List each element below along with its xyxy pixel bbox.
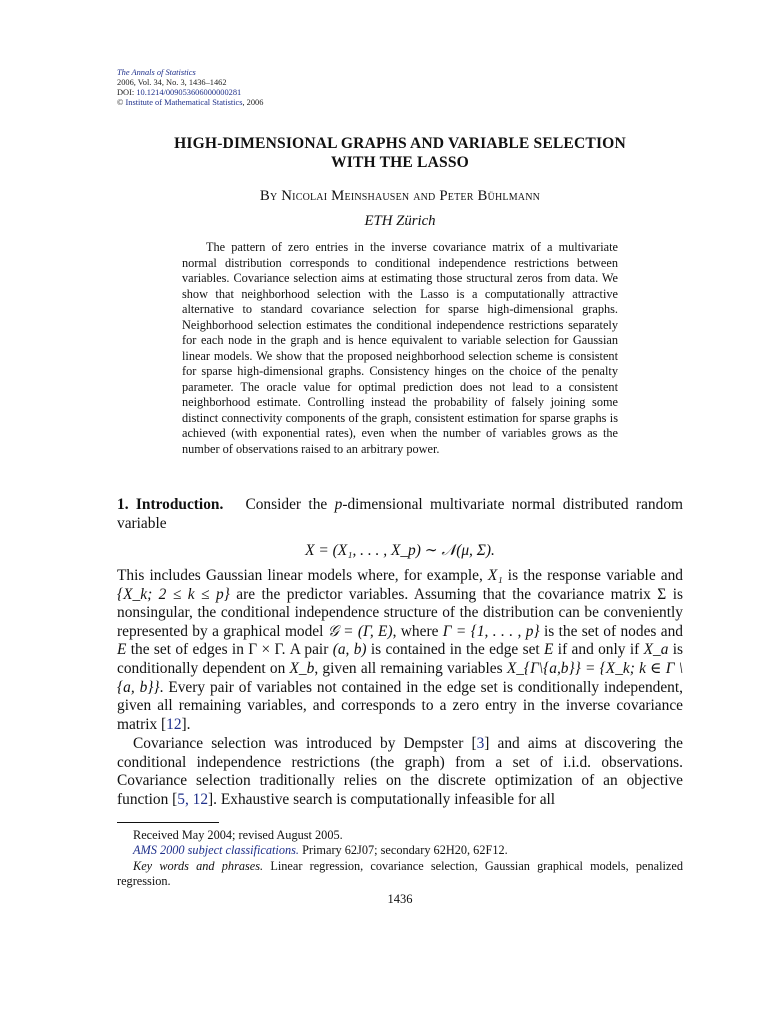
- keywords-note: [117, 859, 683, 890]
- text-run: This includes Gaussian linear models where, for example,: [117, 567, 488, 584]
- math-run: {X_k; 2 ≤ k ≤ p}: [117, 585, 230, 603]
- math-run: 𝒢 = (Γ, E): [327, 622, 393, 640]
- text-run: , where: [392, 622, 443, 640]
- body-paragraph-3: [117, 735, 683, 809]
- volume-line: 2006, Vol. 34, No. 3, 1436–1462: [117, 78, 227, 87]
- intro-text-a: Consider the: [245, 496, 335, 513]
- text-run: is the set of nodes and: [539, 622, 683, 640]
- text-run: ]. Exhaustive search is computationally infeasible for all: [208, 790, 556, 808]
- abstract: The pattern of zero entries in the inverse covariance matrix of a multivariate normal distribution corresponds to conditional independence restrictions between variables. Covariance selection aims at estimating those structural zeros from data. We show that neighborhood selection with the Lasso is a computationally attractive alternative to standard covariance selection for sparse high-dimensional graphs. Neighborhood selection estimates the conditional independence restrictions separately for each node in the graph and is hence equivalent to variable selection for Gaussian linear models. We show that the proposed neighborhood selection scheme is consistent for sparse high-dimensional graphs. Consistency hinges on the choice of the penalty parameter. The oracle value for optimal prediction does not lead to a consistent neighborhood estimate. Controlling instead the probability of falsely joining some distinct connectivity components of the graph, consistent estimation for sparse graphs is achieved (with exponential rates), even when the number of variables grows as the number of observations raised to an arbitrary power.: [182, 240, 618, 456]
- citation-link[interactable]: 5, 12: [177, 790, 209, 808]
- copyright-symbol: ©: [117, 98, 126, 107]
- paper-title: [117, 134, 683, 172]
- msc-note: [117, 843, 683, 858]
- math-run: E: [544, 641, 554, 659]
- keywords-label: Key words and phrases.: [133, 858, 264, 873]
- title-line-1: HIGH-DIMENSIONAL GRAPHS AND VARIABLE SELECTION: [174, 135, 626, 152]
- text-run: if and only if: [553, 641, 644, 659]
- copyright-year: , 2006: [242, 98, 264, 107]
- math-run: (a, b): [332, 641, 367, 659]
- math-run: E: [117, 641, 127, 659]
- display-equation: X = (X₁, . . . , X_p) ∼ 𝒩(μ, Σ).: [305, 542, 495, 559]
- doi-label: DOI:: [117, 88, 137, 97]
- math-run: X_a: [643, 641, 669, 659]
- msc-link[interactable]: AMS 2000 subject classifications.: [133, 843, 299, 858]
- journal-name[interactable]: The Annals of Statistics: [117, 68, 196, 77]
- text-run: is the response variable and: [502, 567, 683, 584]
- math-run: X_{Γ\{a,b}} = {X_k; k ∈ Γ \ {a, b}}: [117, 659, 683, 696]
- text-run: . A pair: [281, 641, 333, 659]
- title-line-2: WITH THE LASSO: [331, 154, 469, 171]
- math-run: X_b: [289, 659, 315, 677]
- text-run: are the predictor variables. Assuming that the covariance matrix: [229, 585, 658, 603]
- math-run: Σ: [657, 585, 667, 603]
- text-run: is contained in the edge set: [366, 641, 545, 659]
- footnotes: [117, 828, 683, 889]
- citation-link[interactable]: 12: [166, 715, 182, 733]
- text-run: ].: [181, 715, 191, 733]
- text-run: Covariance selection was introduced by Dempster [: [133, 735, 477, 752]
- copyright-line: [117, 98, 417, 108]
- intro-paragraph: [117, 496, 683, 533]
- math-run: X₁: [487, 567, 503, 584]
- keywords-text: Linear regression, covariance selection, Gaussian graphical models, penalized regression.: [117, 858, 684, 888]
- received-note: Received May 2004; revised August 2005.: [133, 828, 343, 842]
- text-run: is nonsingular, the conditional independence structure of the distribution can be conveniently represented by a graphical model: [117, 585, 683, 640]
- math-run: Γ = {1, . . . , p}: [442, 622, 540, 640]
- text-run: , given all remaining variables: [314, 659, 507, 677]
- body-paragraph-2: [117, 567, 683, 734]
- affiliation: ETH Zürich: [364, 213, 436, 229]
- intro-math-p: p: [334, 496, 343, 513]
- intro-text-b: -dimensional multivariate normal distributed random variable: [117, 496, 683, 532]
- msc-text: Primary 62J07; secondary 62H20, 62F12.: [299, 843, 508, 858]
- page-number: 1436: [387, 892, 413, 906]
- doi-line: [117, 88, 417, 98]
- doi-link[interactable]: 10.1214/009053606000000281: [136, 88, 242, 97]
- footnote-divider: [117, 822, 219, 823]
- citation-link[interactable]: 3: [476, 735, 485, 752]
- journal-header: [117, 68, 417, 108]
- text-run: the set of edges in: [126, 641, 249, 659]
- text-run: ] and aims at discovering the conditional independence restrictions (the graph) from a set of i.i.d. observations. Covariance selection traditionally relies on the discrete optimization of an objective function [: [117, 735, 683, 808]
- ims-link[interactable]: Institute of Mathematical Statistics: [125, 98, 243, 107]
- text-run: is conditionally dependent on: [117, 641, 684, 677]
- section-heading: 1. Introduction.: [117, 496, 224, 513]
- text-run: . Every pair of variables not contained in the edge set is conditionally independent, given all remaining variables, and corresponds to a zero entry in the inverse covariance matrix [: [117, 678, 683, 733]
- author-line: By Nicolai Meinshausen and Peter Bühlmann: [259, 188, 541, 204]
- math-run: Γ × Γ: [248, 641, 282, 659]
